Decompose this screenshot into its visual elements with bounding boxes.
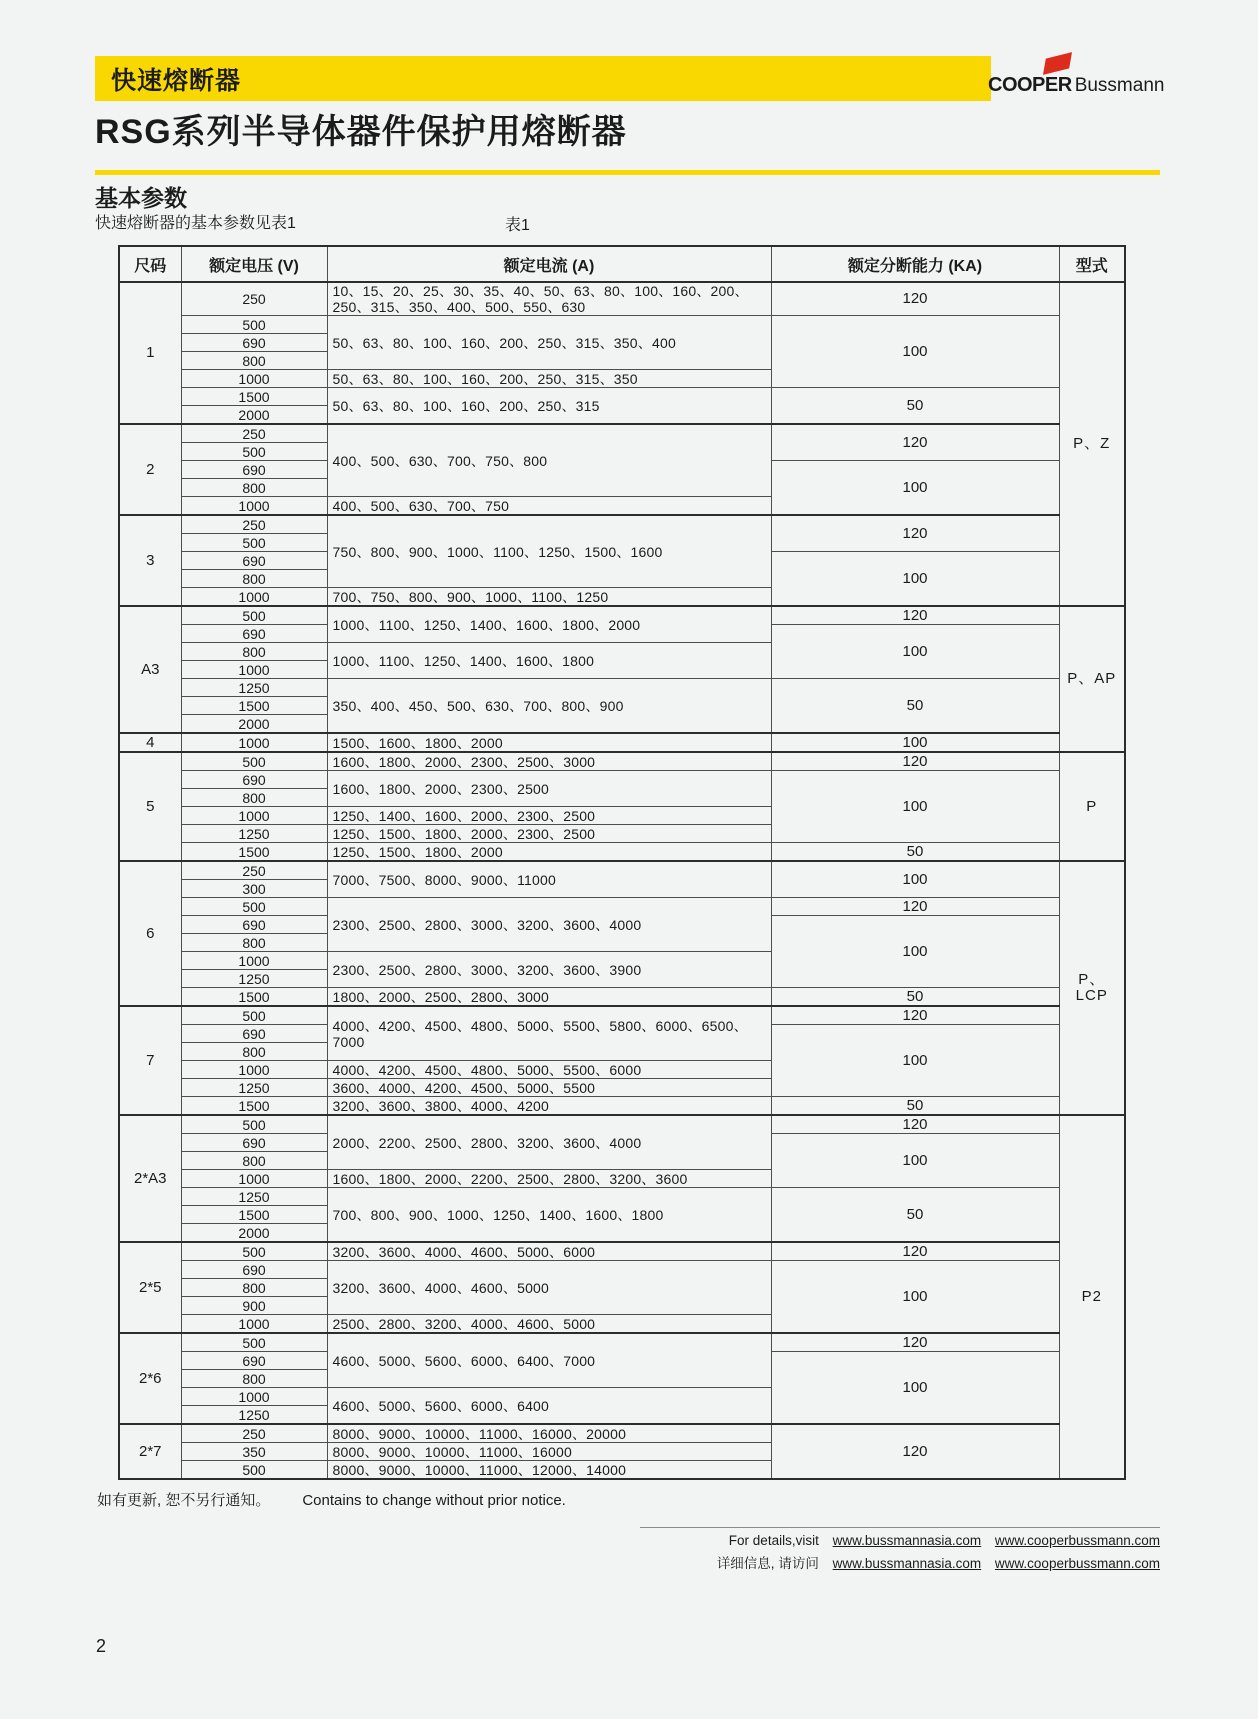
voltage-cell: 690 xyxy=(181,771,327,789)
voltage-cell: 1500 xyxy=(181,697,327,715)
current-cell: 4000、4200、4500、4800、5000、5500、6000 xyxy=(327,1061,771,1079)
logo-cooper: COOPER xyxy=(988,74,1072,96)
breaking-capacity-cell: 50 xyxy=(771,679,1059,734)
current-cell: 1600、1800、2000、2200、2500、2800、3200、3600 xyxy=(327,1170,771,1188)
voltage-cell: 1500 xyxy=(181,988,327,1007)
breaking-capacity-cell: 100 xyxy=(771,1261,1059,1334)
breaking-capacity-cell: 50 xyxy=(771,1097,1059,1116)
current-cell: 1800、2000、2500、2800、3000 xyxy=(327,988,771,1007)
breaking-capacity-cell: 120 xyxy=(771,1333,1059,1352)
page-number: 2 xyxy=(96,1636,107,1656)
breaking-capacity-cell: 100 xyxy=(771,1352,1059,1425)
voltage-cell: 690 xyxy=(181,625,327,643)
voltage-cell: 800 xyxy=(181,934,327,952)
breaking-capacity-cell: 120 xyxy=(771,424,1059,461)
voltage-cell: 500 xyxy=(181,1006,327,1025)
link-cooperbussmann-zh[interactable]: www.cooperbussmann.com xyxy=(994,1556,1160,1571)
breaking-capacity-cell: 120 xyxy=(771,752,1059,771)
voltage-cell: 1000 xyxy=(181,1315,327,1334)
voltage-cell: 500 xyxy=(181,1115,327,1134)
voltage-cell: 1000 xyxy=(181,952,327,970)
col-header-0: 尺码 xyxy=(119,246,181,282)
voltage-cell: 800 xyxy=(181,1370,327,1388)
link-bussmannasia-zh[interactable]: www.bussmannasia.com xyxy=(832,1556,982,1571)
breaking-capacity-cell: 50 xyxy=(771,843,1059,862)
size-cell: 6 xyxy=(119,861,181,1006)
voltage-cell: 500 xyxy=(181,316,327,334)
page-title: RSG系列半导体器件保护用熔断器 xyxy=(95,113,627,151)
voltage-cell: 250 xyxy=(181,282,327,316)
voltage-cell: 2000 xyxy=(181,715,327,734)
breaking-capacity-cell: 100 xyxy=(771,461,1059,516)
size-cell: 2*A3 xyxy=(119,1115,181,1242)
breaking-capacity-cell: 50 xyxy=(771,988,1059,1007)
voltage-cell: 1000 xyxy=(181,733,327,752)
current-cell: 1250、1500、1800、2000、2300、2500 xyxy=(327,825,771,843)
voltage-cell: 1250 xyxy=(181,825,327,843)
logo-flag-icon xyxy=(1043,52,1072,75)
current-cell: 8000、9000、10000、11000、16000、20000 xyxy=(327,1424,771,1443)
voltage-cell: 250 xyxy=(181,861,327,880)
section-heading: 基本参数 xyxy=(95,185,187,211)
voltage-cell: 1500 xyxy=(181,1206,327,1224)
cooper-bussmann-logo xyxy=(988,54,1163,102)
divider-rule xyxy=(95,170,1160,175)
voltage-cell: 1000 xyxy=(181,661,327,679)
voltage-cell: 1000 xyxy=(181,807,327,825)
link-cooperbussmann-en[interactable]: www.cooperbussmann.com xyxy=(994,1533,1160,1548)
current-cell: 1600、1800、2000、2300、2500 xyxy=(327,771,771,807)
voltage-cell: 690 xyxy=(181,916,327,934)
breaking-capacity-cell: 100 xyxy=(771,552,1059,607)
size-cell: 2 xyxy=(119,424,181,515)
voltage-cell: 1000 xyxy=(181,1061,327,1079)
size-cell: 3 xyxy=(119,515,181,606)
current-cell: 4600、5000、5600、6000、6400、7000 xyxy=(327,1333,771,1388)
voltage-cell: 500 xyxy=(181,1461,327,1480)
current-cell: 7000、7500、8000、9000、11000 xyxy=(327,861,771,898)
voltage-cell: 300 xyxy=(181,880,327,898)
voltage-cell: 1500 xyxy=(181,388,327,406)
current-cell: 2300、2500、2800、3000、3200、3600、4000 xyxy=(327,898,771,952)
size-cell: 4 xyxy=(119,733,181,752)
size-cell: 2*6 xyxy=(119,1333,181,1424)
current-cell: 1600、1800、2000、2300、2500、3000 xyxy=(327,752,771,771)
current-cell: 3200、3600、4000、4600、5000 xyxy=(327,1261,771,1315)
breaking-capacity-cell: 100 xyxy=(771,771,1059,843)
voltage-cell: 690 xyxy=(181,1134,327,1152)
current-cell: 50、63、80、100、160、200、250、315 xyxy=(327,388,771,425)
voltage-cell: 800 xyxy=(181,643,327,661)
breaking-capacity-cell: 120 xyxy=(771,282,1059,316)
current-cell: 50、63、80、100、160、200、250、315、350 xyxy=(327,370,771,388)
voltage-cell: 800 xyxy=(181,789,327,807)
voltage-cell: 500 xyxy=(181,443,327,461)
logo-bussmann: Bussmann xyxy=(1074,75,1165,96)
voltage-cell: 690 xyxy=(181,461,327,479)
footer-links-zh xyxy=(717,1552,1160,1572)
voltage-cell: 2000 xyxy=(181,406,327,425)
breaking-capacity-cell: 100 xyxy=(771,861,1059,898)
footer-note xyxy=(97,1489,566,1510)
current-cell: 2500、2800、3200、4000、4600、5000 xyxy=(327,1315,771,1334)
link-bussmannasia-en[interactable]: www.bussmannasia.com xyxy=(832,1533,982,1548)
voltage-cell: 350 xyxy=(181,1443,327,1461)
current-cell: 3600、4000、4200、4500、5000、5500 xyxy=(327,1079,771,1097)
voltage-cell: 1000 xyxy=(181,1170,327,1188)
current-cell: 400、500、630、700、750 xyxy=(327,497,771,516)
size-cell: 7 xyxy=(119,1006,181,1115)
size-cell: 2*5 xyxy=(119,1242,181,1333)
voltage-cell: 800 xyxy=(181,352,327,370)
type-cell: P、LCP xyxy=(1059,861,1125,1115)
size-cell: 1 xyxy=(119,282,181,424)
voltage-cell: 1500 xyxy=(181,843,327,862)
voltage-cell: 800 xyxy=(181,479,327,497)
current-cell: 1000、1100、1250、1400、1600、1800 xyxy=(327,643,771,679)
current-cell: 1250、1500、1800、2000 xyxy=(327,843,771,862)
current-cell: 1250、1400、1600、2000、2300、2500 xyxy=(327,807,771,825)
type-cell: P、Z xyxy=(1059,282,1125,606)
spec-table xyxy=(118,245,1126,1480)
col-header-3: 额定分断能力 (KA) xyxy=(771,246,1059,282)
current-cell: 4000、4200、4500、4800、5000、5500、5800、6000、6500、7000 xyxy=(327,1006,771,1061)
breaking-capacity-cell: 100 xyxy=(771,316,1059,388)
footer-note-en: Contains to change without prior notice. xyxy=(302,1492,566,1509)
current-cell: 3200、3600、4000、4600、5000、6000 xyxy=(327,1242,771,1261)
current-cell: 10、15、20、25、30、35、40、50、63、80、100、160、200、250、315、350、400、500、550、630 xyxy=(327,282,771,316)
col-header-4: 型式 xyxy=(1059,246,1125,282)
logo-text xyxy=(988,74,1163,97)
voltage-cell: 800 xyxy=(181,1279,327,1297)
type-cell: P、AP xyxy=(1059,606,1125,752)
current-cell: 400、500、630、700、750、800 xyxy=(327,424,771,497)
current-cell: 2300、2500、2800、3000、3200、3600、3900 xyxy=(327,952,771,988)
current-cell: 8000、9000、10000、11000、16000 xyxy=(327,1443,771,1461)
voltage-cell: 1000 xyxy=(181,588,327,607)
voltage-cell: 1250 xyxy=(181,1079,327,1097)
breaking-capacity-cell: 120 xyxy=(771,1006,1059,1025)
voltage-cell: 500 xyxy=(181,1242,327,1261)
voltage-cell: 2000 xyxy=(181,1224,327,1243)
breaking-capacity-cell: 120 xyxy=(771,898,1059,916)
breaking-capacity-cell: 100 xyxy=(771,1134,1059,1188)
voltage-cell: 690 xyxy=(181,1025,327,1043)
breaking-capacity-cell: 120 xyxy=(771,606,1059,625)
voltage-cell: 250 xyxy=(181,1424,327,1443)
current-cell: 50、63、80、100、160、200、250、315、350、400 xyxy=(327,316,771,370)
voltage-cell: 1000 xyxy=(181,497,327,516)
current-cell: 2000、2200、2500、2800、3200、3600、4000 xyxy=(327,1115,771,1170)
voltage-cell: 690 xyxy=(181,1261,327,1279)
type-cell: P2 xyxy=(1059,1115,1125,1479)
breaking-capacity-cell: 100 xyxy=(771,625,1059,679)
voltage-cell: 500 xyxy=(181,898,327,916)
breaking-capacity-cell: 100 xyxy=(771,916,1059,988)
footer-note-zh: 如有更新, 恕不另行通知。 xyxy=(97,1492,271,1509)
voltage-cell: 800 xyxy=(181,1043,327,1061)
voltage-cell: 250 xyxy=(181,424,327,443)
voltage-cell: 1250 xyxy=(181,679,327,697)
current-cell: 750、800、900、1000、1100、1250、1500、1600 xyxy=(327,515,771,588)
spec-table-body xyxy=(119,282,1125,1479)
voltage-cell: 690 xyxy=(181,552,327,570)
banner-title: 快速熔断器 xyxy=(111,66,242,95)
header-banner xyxy=(95,56,991,101)
table-caption: 表1 xyxy=(505,217,530,234)
voltage-cell: 900 xyxy=(181,1297,327,1315)
footer-details-prefix-en: For details,visit xyxy=(728,1533,819,1548)
current-cell: 700、750、800、900、1000、1100、1250 xyxy=(327,588,771,607)
voltage-cell: 800 xyxy=(181,1152,327,1170)
voltage-cell: 250 xyxy=(181,515,327,534)
voltage-cell: 800 xyxy=(181,570,327,588)
voltage-cell: 690 xyxy=(181,1352,327,1370)
section-note: 快速熔断器的基本参数见表1 xyxy=(95,215,296,232)
current-cell: 350、400、450、500、630、700、800、900 xyxy=(327,679,771,734)
current-cell: 4600、5000、5600、6000、6400 xyxy=(327,1388,771,1425)
footer-links-en xyxy=(729,1533,1160,1548)
size-cell: A3 xyxy=(119,606,181,733)
breaking-capacity-cell: 120 xyxy=(771,1242,1059,1261)
voltage-cell: 1250 xyxy=(181,970,327,988)
breaking-capacity-cell: 120 xyxy=(771,1115,1059,1134)
current-cell: 1500、1600、1800、2000 xyxy=(327,733,771,752)
current-cell: 1000、1100、1250、1400、1600、1800、2000 xyxy=(327,606,771,643)
type-cell: P xyxy=(1059,752,1125,861)
breaking-capacity-cell: 100 xyxy=(771,733,1059,752)
breaking-capacity-cell: 120 xyxy=(771,515,1059,552)
size-cell: 2*7 xyxy=(119,1424,181,1479)
breaking-capacity-cell: 120 xyxy=(771,1424,1059,1479)
voltage-cell: 1000 xyxy=(181,370,327,388)
voltage-cell: 1500 xyxy=(181,1097,327,1116)
current-cell: 700、800、900、1000、1250、1400、1600、1800 xyxy=(327,1188,771,1243)
voltage-cell: 690 xyxy=(181,334,327,352)
voltage-cell: 500 xyxy=(181,534,327,552)
voltage-cell: 500 xyxy=(181,752,327,771)
current-cell: 8000、9000、10000、11000、12000、14000 xyxy=(327,1461,771,1480)
breaking-capacity-cell: 50 xyxy=(771,388,1059,425)
voltage-cell: 500 xyxy=(181,1333,327,1352)
footer-rule xyxy=(640,1527,1160,1528)
col-header-2: 额定电流 (A) xyxy=(327,246,771,282)
voltage-cell: 1250 xyxy=(181,1188,327,1206)
size-cell: 5 xyxy=(119,752,181,861)
spec-table-head xyxy=(119,246,1125,282)
breaking-capacity-cell: 100 xyxy=(771,1025,1059,1097)
voltage-cell: 500 xyxy=(181,606,327,625)
footer-details-prefix-zh: 详细信息, 请访问 xyxy=(716,1556,819,1571)
voltage-cell: 1250 xyxy=(181,1406,327,1425)
breaking-capacity-cell: 50 xyxy=(771,1188,1059,1243)
col-header-1: 额定电压 (V) xyxy=(181,246,327,282)
current-cell: 3200、3600、3800、4000、4200 xyxy=(327,1097,771,1116)
voltage-cell: 1000 xyxy=(181,1388,327,1406)
